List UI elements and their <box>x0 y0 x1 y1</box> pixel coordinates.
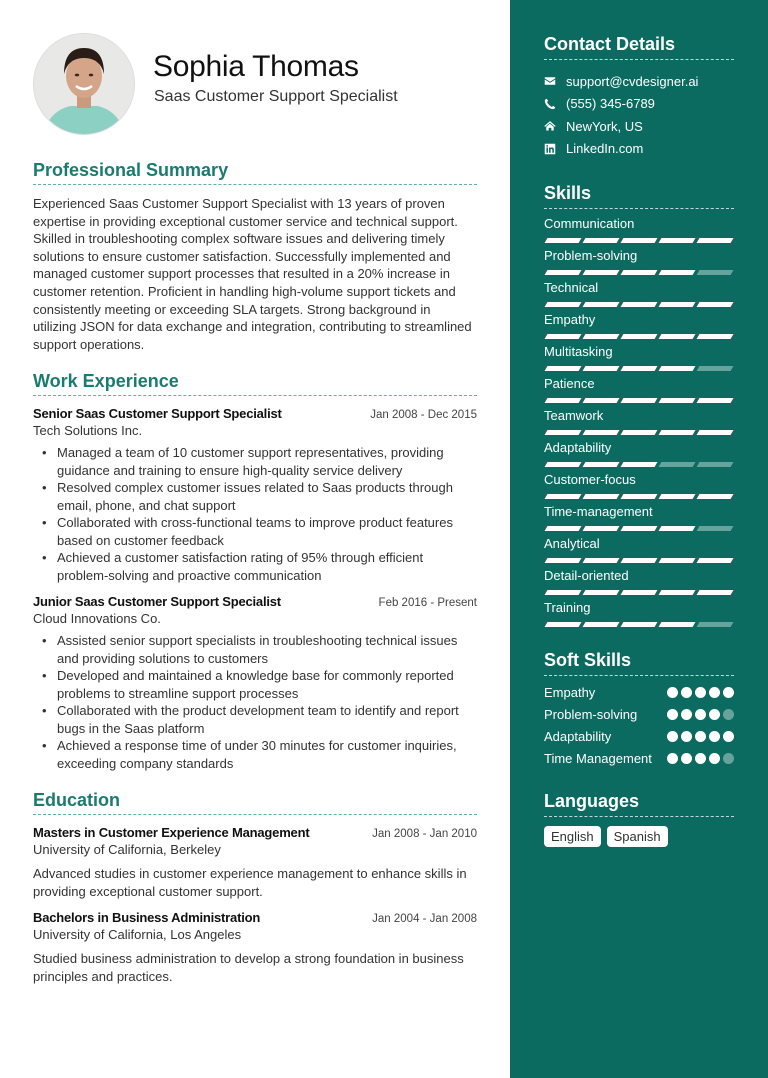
level-segment <box>621 558 658 563</box>
education-dates: Jan 2008 - Jan 2010 <box>372 828 477 841</box>
soft-skill-label: Empathy <box>544 685 596 700</box>
contact-item[interactable] <box>544 138 734 161</box>
skill-label: Technical <box>544 280 599 295</box>
section-title: Work Experience <box>33 371 477 396</box>
level-segment <box>659 526 696 531</box>
linkedin-icon <box>544 143 566 155</box>
rating-dot <box>695 709 706 720</box>
education-header <box>33 825 477 840</box>
contact-text[interactable]: NewYork, US <box>566 118 643 134</box>
soft-skill-rating <box>667 706 734 720</box>
level-segment <box>659 334 696 339</box>
level-segment <box>583 238 620 243</box>
home-icon <box>544 120 566 132</box>
section-title: Languages <box>544 791 734 817</box>
soft-skill-label: Problem-solving <box>544 707 638 722</box>
level-segment <box>697 302 734 307</box>
skill-level-bar <box>544 494 734 499</box>
skill-item <box>544 503 734 531</box>
level-segment <box>621 590 658 595</box>
skill-label: Time-management <box>544 504 653 519</box>
contact-item[interactable] <box>544 115 734 138</box>
skill-item <box>544 535 734 563</box>
job-bullets <box>33 444 477 584</box>
level-segment <box>583 430 620 435</box>
education-dates: Jan 2004 - Jan 2008 <box>372 913 477 926</box>
level-segment <box>545 430 582 435</box>
level-segment <box>583 270 620 275</box>
education-section <box>33 790 477 985</box>
skill-level-bar <box>544 366 734 371</box>
job-entry <box>33 594 477 772</box>
skill-label: Customer-focus <box>544 472 636 487</box>
degree: Masters in Customer Experience Management <box>33 825 310 841</box>
rating-dot <box>723 709 734 720</box>
job-company: Tech Solutions Inc. <box>33 423 143 439</box>
skill-level-bar <box>544 302 734 307</box>
level-segment <box>583 366 620 371</box>
rating-dot <box>667 709 678 720</box>
rating-dot <box>723 731 734 742</box>
rating-dot <box>667 753 678 764</box>
level-segment <box>583 558 620 563</box>
degree: Bachelors in Business Administration <box>33 910 261 926</box>
job-header <box>33 406 477 421</box>
level-segment <box>621 366 658 371</box>
summary-section <box>33 160 477 353</box>
level-segment <box>545 494 582 499</box>
education-list <box>33 825 477 985</box>
level-segment <box>697 398 734 403</box>
school: University of California, Los Angeles <box>33 927 242 943</box>
skill-item <box>544 279 734 307</box>
bullet-item: • Collaborated with cross-functional teams to improve product features based on customer feedback <box>57 514 477 549</box>
level-segment <box>697 334 734 339</box>
level-segment <box>583 590 620 595</box>
envelope-icon <box>544 75 566 87</box>
level-segment <box>659 398 696 403</box>
rating-dot <box>681 687 692 698</box>
skill-item <box>544 311 734 339</box>
level-segment <box>545 622 582 627</box>
skill-label: Detail-oriented <box>544 568 629 583</box>
level-segment <box>545 398 582 403</box>
bullet-item: • Assisted senior support specialists in troubleshooting technical issues and providing solutions to customers <box>57 632 477 667</box>
section-title: Contact Details <box>544 34 734 60</box>
section-title: Soft Skills <box>544 650 734 676</box>
level-segment <box>621 494 658 499</box>
skill-level-bar <box>544 430 734 435</box>
level-segment <box>697 494 734 499</box>
level-segment <box>621 398 658 403</box>
summary-text: Experienced Saas Customer Support Specialist with 13 years of proven expertise in providing exceptional customer service and technical support. Skilled in troubleshooting complex software issues and delivering timely solutions to ensure customer satisfaction. Successfully implemented and managed customer support processes that resulted in a 20% increase in customer retention. Proficient in handling high-volume support tickets and consistently meeting or exceeding SLA targets. Strong background in utilizing JSON for data exchange and integration, contributing to streamlined support operations. <box>33 196 472 352</box>
level-segment <box>583 526 620 531</box>
rating-dot <box>681 731 692 742</box>
education-entry <box>33 825 477 900</box>
bullet-item: • Collaborated with the product development team to identify and report bugs in the Saas platform <box>57 702 477 737</box>
level-segment <box>545 590 582 595</box>
skill-label: Training <box>544 600 591 615</box>
school: University of California, Berkeley <box>33 842 221 858</box>
candidate-name: Sophia Thomas <box>153 50 359 83</box>
skill-level-bar <box>544 526 734 531</box>
level-segment <box>583 622 620 627</box>
soft-skill-rating <box>667 728 734 742</box>
level-segment <box>545 366 582 371</box>
level-segment <box>545 558 582 563</box>
skill-label: Analytical <box>544 536 600 551</box>
bullet-item: • Resolved complex customer issues related to Saas products through email, phone, and chat support <box>57 479 477 514</box>
job-role: Senior Saas Customer Support Specialist <box>33 406 282 422</box>
language-badge: English <box>544 826 601 847</box>
sidebar <box>510 0 768 1078</box>
bullet-item: • Managed a team of 10 customer support representatives, providing guidance and training to ensure high-quality service delivery <box>57 444 477 479</box>
level-segment <box>697 462 734 467</box>
candidate-title: Saas Customer Support Specialist <box>154 88 398 105</box>
level-segment <box>621 462 658 467</box>
skill-item <box>544 215 734 243</box>
skill-level-bar <box>544 558 734 563</box>
soft-skills-list <box>544 684 734 768</box>
bullet-item: • Developed and maintained a knowledge base for commonly reported problems to streamline support processes <box>57 667 477 702</box>
job-role: Junior Saas Customer Support Specialist <box>33 594 281 610</box>
skill-level-bar <box>544 270 734 275</box>
rating-dot <box>667 731 678 742</box>
work-section <box>33 371 477 772</box>
soft-skill-item <box>544 750 734 768</box>
level-segment <box>697 622 734 627</box>
level-segment <box>545 462 582 467</box>
level-segment <box>697 430 734 435</box>
skill-item <box>544 247 734 275</box>
level-segment <box>621 302 658 307</box>
level-segment <box>621 430 658 435</box>
skill-label: Teamwork <box>544 408 604 423</box>
level-segment <box>697 590 734 595</box>
language-badge: Spanish <box>607 826 668 847</box>
level-segment <box>659 270 696 275</box>
contact-text[interactable]: support@cvdesigner.ai <box>566 73 699 89</box>
level-segment <box>621 334 658 339</box>
rating-dot <box>709 709 720 720</box>
skill-label: Adaptability <box>544 440 612 455</box>
soft-skill-item <box>544 684 734 702</box>
skill-item <box>544 439 734 467</box>
skill-item <box>544 375 734 403</box>
skill-item <box>544 471 734 499</box>
job-entry <box>33 406 477 584</box>
level-segment <box>583 302 620 307</box>
skill-label: Patience <box>544 376 595 391</box>
level-segment <box>621 526 658 531</box>
avatar-icon <box>34 34 134 134</box>
bullet-item: • Achieved a response time of under 30 minutes for customer inquiries, exceeding company standards <box>57 737 477 772</box>
rating-dot <box>723 753 734 764</box>
rating-dot <box>695 753 706 764</box>
skill-level-bar <box>544 334 734 339</box>
level-segment <box>659 590 696 595</box>
level-segment <box>621 622 658 627</box>
job-bullets <box>33 632 477 772</box>
section-title: Education <box>33 790 477 815</box>
skill-item <box>544 407 734 435</box>
contact-text[interactable]: LinkedIn.com <box>566 141 644 157</box>
languages-list <box>544 826 734 847</box>
level-segment <box>545 238 582 243</box>
job-header <box>33 594 477 609</box>
section-title: Professional Summary <box>33 160 477 185</box>
level-segment <box>697 366 734 371</box>
skill-label: Empathy <box>544 312 596 327</box>
rating-dot <box>709 687 720 698</box>
skills-list <box>544 215 734 627</box>
rating-dot <box>681 753 692 764</box>
level-segment <box>545 526 582 531</box>
level-segment <box>697 558 734 563</box>
section-title: Skills <box>544 183 734 209</box>
skill-level-bar <box>544 238 734 243</box>
rating-dot <box>723 687 734 698</box>
rating-dot <box>681 709 692 720</box>
level-segment <box>697 270 734 275</box>
level-segment <box>659 238 696 243</box>
bullet-item: • Achieved a customer satisfaction rating of 95% through efficient problem-solving and proactive communication <box>57 549 477 584</box>
level-segment <box>697 238 734 243</box>
resume-header <box>33 0 477 160</box>
skill-level-bar <box>544 462 734 467</box>
skill-item <box>544 599 734 627</box>
level-segment <box>697 526 734 531</box>
soft-skill-label: Time Management <box>544 751 652 766</box>
skill-item <box>544 343 734 371</box>
skill-label: Communication <box>544 216 635 231</box>
level-segment <box>659 494 696 499</box>
level-segment <box>545 270 582 275</box>
contact-list <box>544 70 734 160</box>
level-segment <box>545 302 582 307</box>
skill-item <box>544 567 734 595</box>
rating-dot <box>695 687 706 698</box>
soft-skill-label: Adaptability <box>544 729 612 744</box>
level-segment <box>621 238 658 243</box>
level-segment <box>659 558 696 563</box>
contact-item[interactable] <box>544 93 734 116</box>
job-list <box>33 406 477 772</box>
job-dates: Jan 2008 - Dec 2015 <box>370 409 477 422</box>
skill-level-bar <box>544 398 734 403</box>
level-segment <box>583 334 620 339</box>
soft-skill-item <box>544 728 734 746</box>
rating-dot <box>709 753 720 764</box>
level-segment <box>583 494 620 499</box>
phone-icon <box>544 98 566 110</box>
education-header <box>33 910 477 925</box>
education-description: Studied business administration to develop a strong foundation in business principles and practices. <box>33 951 464 984</box>
level-segment <box>583 462 620 467</box>
skill-label: Problem-solving <box>544 248 638 263</box>
level-segment <box>545 334 582 339</box>
rating-dot <box>695 731 706 742</box>
level-segment <box>659 366 696 371</box>
soft-skill-rating <box>667 684 734 698</box>
skill-level-bar <box>544 590 734 595</box>
soft-skill-item <box>544 706 734 724</box>
skill-level-bar <box>544 622 734 627</box>
contact-text[interactable]: (555) 345-6789 <box>566 96 655 112</box>
level-segment <box>659 462 696 467</box>
job-dates: Feb 2016 - Present <box>378 597 477 610</box>
level-segment <box>659 302 696 307</box>
rating-dot <box>667 687 678 698</box>
soft-skill-rating <box>667 750 734 764</box>
level-segment <box>583 398 620 403</box>
level-segment <box>621 270 658 275</box>
rating-dot <box>709 731 720 742</box>
skill-label: Multitasking <box>544 344 613 359</box>
education-description: Advanced studies in customer experience management to enhance skills in providing exceptional customer support. <box>33 866 467 899</box>
level-segment <box>659 430 696 435</box>
contact-item[interactable] <box>544 70 734 93</box>
profile-photo <box>33 33 135 135</box>
level-segment <box>659 622 696 627</box>
job-company: Cloud Innovations Co. <box>33 611 161 627</box>
education-entry <box>33 910 477 985</box>
